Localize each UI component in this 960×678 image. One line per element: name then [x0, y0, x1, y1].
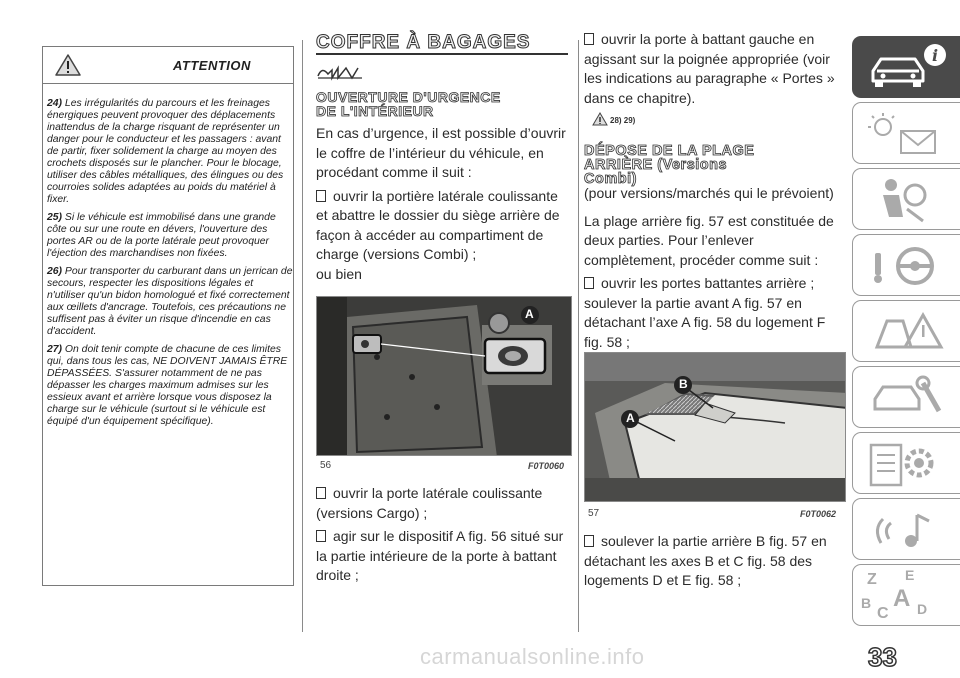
tab-driving[interactable] — [852, 234, 960, 296]
figure-label-b: B — [679, 377, 688, 391]
warning-item: 25) Si le véhicule est immobilisé dans une grande côte ou sur une route en dévers, l'ouverture des portes AR ou de la porte latérale peut provoquer l'éjection des marchandises non fixées. — [47, 212, 276, 259]
index-letters-icon: Z E B A C D — [861, 567, 928, 622]
right-text-top — [584, 30, 840, 108]
technical-data-gears-icon — [853, 433, 960, 495]
bullet-checkbox-icon — [584, 535, 594, 547]
intro-paragraph: En cas d’urgence, il est possible d’ouvrir le coffre de l’intérieur du véhicule, en procédant comme il suit : — [316, 125, 566, 180]
warning-item: 26) Pour transporter du carburant dans un jerrican de secours, respecter les dispositions légales et n'utiliser qu'un bidon homologué et fixé correctement aux œillets d'ancrage. Toutefois, ces précautions ne suffisent pas à éviter un risque d'incendie en cas d'accident. — [47, 266, 293, 337]
bullet-checkbox-icon — [316, 530, 326, 542]
page-number: 33 — [868, 642, 897, 672]
bullet-item: ouvrir les portes battantes arrière ; soulever la partie avant A fig. 57 en détachant l’axe A fig. 58 du logement F fig. 58 ; — [584, 275, 826, 350]
figure-label-a: A — [525, 307, 534, 321]
warning-item: 24) Les irrégularités du parcours et les freinages énergiques peuvent provoquer des déplacements inattendus de la charge risquant de représenter un danger pour le conducteur et les passagers : avant de partir, fixer solidement la charge au moyen des crochets disposés sur le plancher. Pour le blocage, utiliser des câbles métalliques, des élingues ou des courroies solides adaptées au poids du matériel à fixer. — [47, 98, 284, 205]
right-text-bottom — [584, 532, 846, 591]
subheading: DÉPOSE DE LA PLAGE ARRIÈRE (Versions Combi) — [584, 143, 755, 187]
figure-code: F0T0062 — [800, 509, 837, 519]
section-title: COFFRE À BAGAGES — [316, 32, 531, 53]
warning-body — [47, 98, 293, 434]
dashboard-lights-icon — [853, 103, 960, 165]
warning-box — [42, 46, 294, 586]
bullet-item: soulever la partie arrière B fig. 57 en détachant les axes B et C fig. 58 des logements D et E fig. 58 ; — [584, 533, 827, 588]
warning-title: ATTENTION — [173, 58, 251, 73]
figure-number: 57 — [588, 508, 600, 519]
bullet-checkbox-icon — [316, 487, 326, 499]
warning-references: 28) 29) — [610, 116, 636, 125]
tab-emergency[interactable] — [852, 300, 960, 362]
car-info-icon — [853, 37, 960, 99]
middle-text — [316, 124, 572, 284]
bullet-item: agir sur le dispositif A fig. 56 situé sur la partie intérieure de la porte à battant droite ; — [316, 528, 564, 583]
title-underline — [316, 53, 568, 55]
figure-code: F0T0060 — [528, 461, 565, 471]
svg-text:i: i — [931, 46, 939, 65]
steering-wheel-icon — [853, 235, 960, 297]
warning-ref-icon — [592, 112, 608, 126]
figure-57-image — [584, 352, 846, 502]
tab-safety[interactable] — [852, 168, 960, 230]
multimedia-icon — [853, 499, 960, 561]
tab-maintenance[interactable] — [852, 366, 960, 428]
warning-triangle-icon — [55, 53, 81, 77]
warning-item: 27) On doit tenir compte de chacune de ces limites qui, dans tous les cas, NE DOIVENT JAMAIS ÊTRE DÉPASSÉES. S'assurer notamment de ne pas dépasser les charges maximum admises sur les essieux avant et arrière lorsque vous disposez la charge sur le véhicule (surtout si le véhicule est équipé d'un équipement spécifique). — [47, 344, 288, 427]
bullet-checkbox-icon — [584, 33, 594, 45]
tab-car-info[interactable] — [852, 36, 960, 98]
column-divider — [578, 40, 579, 632]
tab-dashboard-lights[interactable] — [852, 102, 960, 164]
note-text: (pour versions/marchés qui le prévoient) — [584, 185, 834, 201]
figure-number: 56 — [320, 460, 332, 471]
warning-header — [43, 47, 293, 83]
car-maintenance-icon — [853, 367, 960, 429]
safety-airbag-icon — [853, 169, 960, 231]
bullet-item: ouvrir la portière latérale coulissante et abattre le dossier du siège arrière de façon à accéder au compartiment de charge (versions Combi) ; — [316, 187, 560, 262]
emergency-icon — [853, 301, 960, 363]
paragraph: La plage arrière fig. 57 est constituée de deux parties. Pour l’enlever complètement, procéder comme suit : — [584, 212, 834, 268]
trunk-handle-icon — [316, 64, 366, 82]
or-text: ou bien — [316, 265, 362, 282]
tab-index[interactable] — [852, 564, 960, 626]
warning-divider — [43, 83, 293, 84]
tab-multimedia[interactable] — [852, 498, 960, 560]
right-text-middle — [584, 184, 846, 352]
figure-label-a: A — [626, 411, 635, 425]
tab-technical-data[interactable] — [852, 432, 960, 494]
subheading: OUVERTURE D'URGENCE DE L'INTÉRIEUR — [316, 89, 501, 119]
bullet-item: ouvrir la porte latérale coulissante (versions Cargo) ; — [316, 485, 543, 521]
watermark: carmanualsonline.info — [420, 644, 645, 669]
bullet-item: ouvrir la porte à battant gauche en agissant sur la poignée appropriée (voir les indications au paragraphe « Portes » dans ce chapitre). — [584, 31, 835, 106]
column-divider — [302, 40, 303, 632]
bullet-checkbox-icon — [584, 277, 594, 289]
figure-56-image — [316, 296, 572, 456]
bullet-checkbox-icon — [316, 190, 326, 202]
middle-text-after — [316, 484, 572, 586]
